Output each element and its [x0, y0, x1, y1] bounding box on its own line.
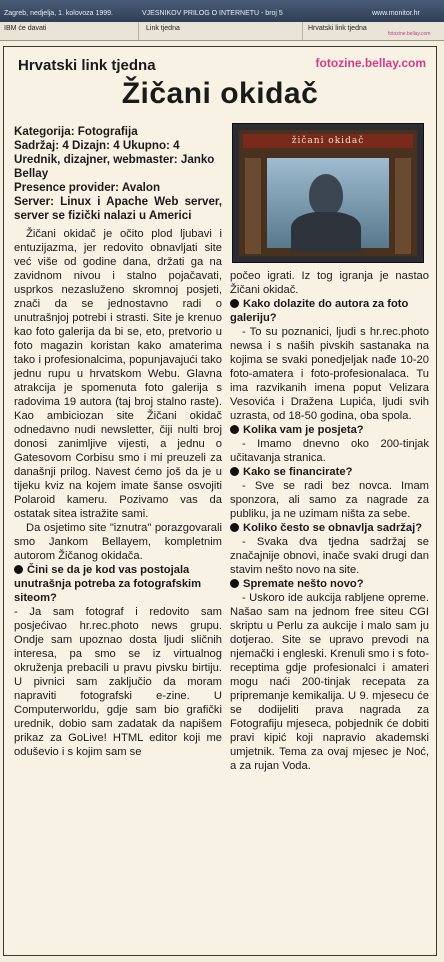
strip-right-small: fotozine.bellay.com — [388, 31, 431, 37]
meta-editor: Urednik, dizajner, webmaster: Janko Bellay — [14, 153, 215, 180]
photo-person-body — [291, 212, 361, 252]
interview-answer: počeo igrati. Iz tog igranja je nastao Žičani okidač. — [230, 270, 429, 296]
question-text: Kako dolazite do autora za foto galeriju? — [230, 298, 409, 324]
strip-left-text: IBM će davati — [4, 25, 47, 32]
article-kicker: Hrvatski link tjedna — [18, 57, 156, 74]
interview-answer: - Uskoro ide aukcija rabljene opreme. Našao sam na jednom free siteu CGI skriptu u Perlu za aukcije i malo sam ju dotjerao. Site se upravo prevodi na njemački i engleski. Krenuli smo i s foto-receptima gdje profesionalci i amateri mogu naći 200-tinjak recepata za pripremanje kemikalija. U 9. mjesecu će se dodijeliti prava nagrada za Fotografiju mjeseca, pobjednik će dobiti pravi kipić koji napravio akademski umjetnik. Tema za ovaj mjesec je Noć, a za rujan Voda. — [230, 592, 429, 772]
bullet-icon — [230, 299, 239, 308]
bullet-icon — [230, 523, 239, 532]
right-column — [230, 269, 429, 773]
question-text: Kako se financirate? — [243, 466, 353, 478]
left-column — [14, 125, 222, 759]
meta-server: Server: Linux i Apache Web server, server se fizički nalazi u Americi — [14, 195, 222, 222]
strip-divider — [138, 22, 139, 40]
strip-middle-text: Link tjedna — [146, 25, 180, 32]
interview-answer: - Imamo dnevno oko 200-tinjak učitavanja stranica. — [230, 438, 429, 464]
body-paragraph: Da osjetimo site "iznutra" porazgovarali smo Jankom Bellayem, kompletnim autorom Žičanog okidača. — [14, 522, 222, 562]
bullet-icon — [230, 425, 239, 434]
strip-divider — [302, 22, 303, 40]
question-text: Koliko često se obnavlja sadržaj? — [243, 522, 423, 534]
question-text: Kolika vam je posjeta? — [243, 424, 364, 436]
header-strip — [0, 22, 444, 41]
masthead-site: www.monitor.hr — [372, 10, 420, 17]
interview-question — [14, 563, 222, 605]
meta-provider: Presence provider: Avalon — [14, 181, 161, 194]
article-url[interactable]: fotozine.bellay.com — [315, 56, 426, 70]
interview-answer: - Ja sam fotograf i redovito sam posjećivao hr.rec.photo news grupu. Ondje sam upoznao dosta ljudi sličnih interesa, pa smo se iz virtualnog okruženja prebacili u pravu pivsku birtiju. U pivnici sam zaključio da moram napraviti fotografski e-zine. U Computerworldu, gdje sam bio grafički urednik, dobio sam zadatak da napišem prikaz za GoLive! HTML editor koji me oduševio i s kojim sam se — [14, 606, 222, 758]
question-text: Čini se da je kod vas postojala unutrašnja potreba za fotografskim siteom? — [14, 564, 202, 604]
photo-logo: žičani okidač — [291, 136, 365, 146]
interview-answer: - Svaka dva tjedna sadržaj se značajnije obnovi, inače svaki drugi dan stavim nešto novo na site. — [230, 536, 429, 576]
interview-question — [230, 521, 429, 535]
strip-right-text: Hrvatski link tjedna — [308, 25, 367, 32]
bullet-icon — [230, 467, 239, 476]
article-headline: Žičani okidač — [121, 77, 319, 110]
question-text: Spremate nešto novo? — [243, 578, 364, 590]
interview-answer: - Sve se radi bez novca. Imam sponzora, ali samo za nagrade za publiku, ja ne uzimam ništa za sebe. — [230, 480, 429, 520]
photo-person-head — [309, 174, 343, 216]
interview-question — [230, 465, 429, 479]
body-paragraph: Žičani okidač je očito plod ljubavi i entuzijazma, jer redovito obnavljati site već više od godine dana, držati ga na zavidnom nivou i stalno pojačavati, usprkos nezasluženo skromnoj posjeti, znači da se jednostavno radi o unutrašnjoj potrebi i strasti. Site je krenuo kao foto galerija da bi se, eto, pretvorio u foto magazin koristan kako amaterima tako i profesionalcima, popunjavajući tako jednu rupu u hrvatskom Webu. Glavna atrakcija je spomenuta foto galerija s radovima 19 autora (taj broj stalno raste). Kao ambiciozan site Žičani okidač odnedavno nudi newsletter, čiji nulti broj donosi zanimljive vijesti, a jednu o Gatesovom Corbisu smo i mi preuzeli za današnji prilog. Navest ćemo još da je u tijeku kviz na kojem imate šanse osvojiti Polaroid kameru. Pozivamo vas da ostatak sitea istražite sami. — [14, 228, 222, 520]
meta-category: Kategorija: Fotografija — [14, 125, 138, 138]
interview-question — [230, 577, 429, 591]
article-box — [3, 46, 437, 956]
site-screenshot-photo — [232, 123, 424, 263]
meta-ratings: Sadržaj: 4 Dizajn: 4 Ukupno: 4 — [14, 139, 180, 152]
photo-left-panel — [245, 158, 261, 254]
bullet-icon — [230, 579, 239, 588]
masthead-date: Zagreb, nedjelja, 1. kolovoza 1999. — [4, 10, 113, 17]
bullet-icon — [14, 565, 23, 574]
interview-answer: - To su poznanici, ljudi s hr.rec.photo newsa i s naših pivskih sastanaka na kojima se svaki ponedjeljak nađe 10-20 foto-amatera i foto-profesionalaca. Tu ima razvikanih imena poput Velizara Vesovića i Dražena Lupića, ljudi svih uzrasta, od 18-50 godina, oba spola. — [230, 326, 429, 422]
masthead-bar — [0, 0, 444, 22]
interview-question — [230, 423, 429, 437]
masthead-section: VJESNIKOV PRILOG O INTERNETU - broj 5 — [142, 10, 283, 17]
photo-right-panel — [395, 158, 411, 254]
interview-question — [230, 297, 429, 325]
